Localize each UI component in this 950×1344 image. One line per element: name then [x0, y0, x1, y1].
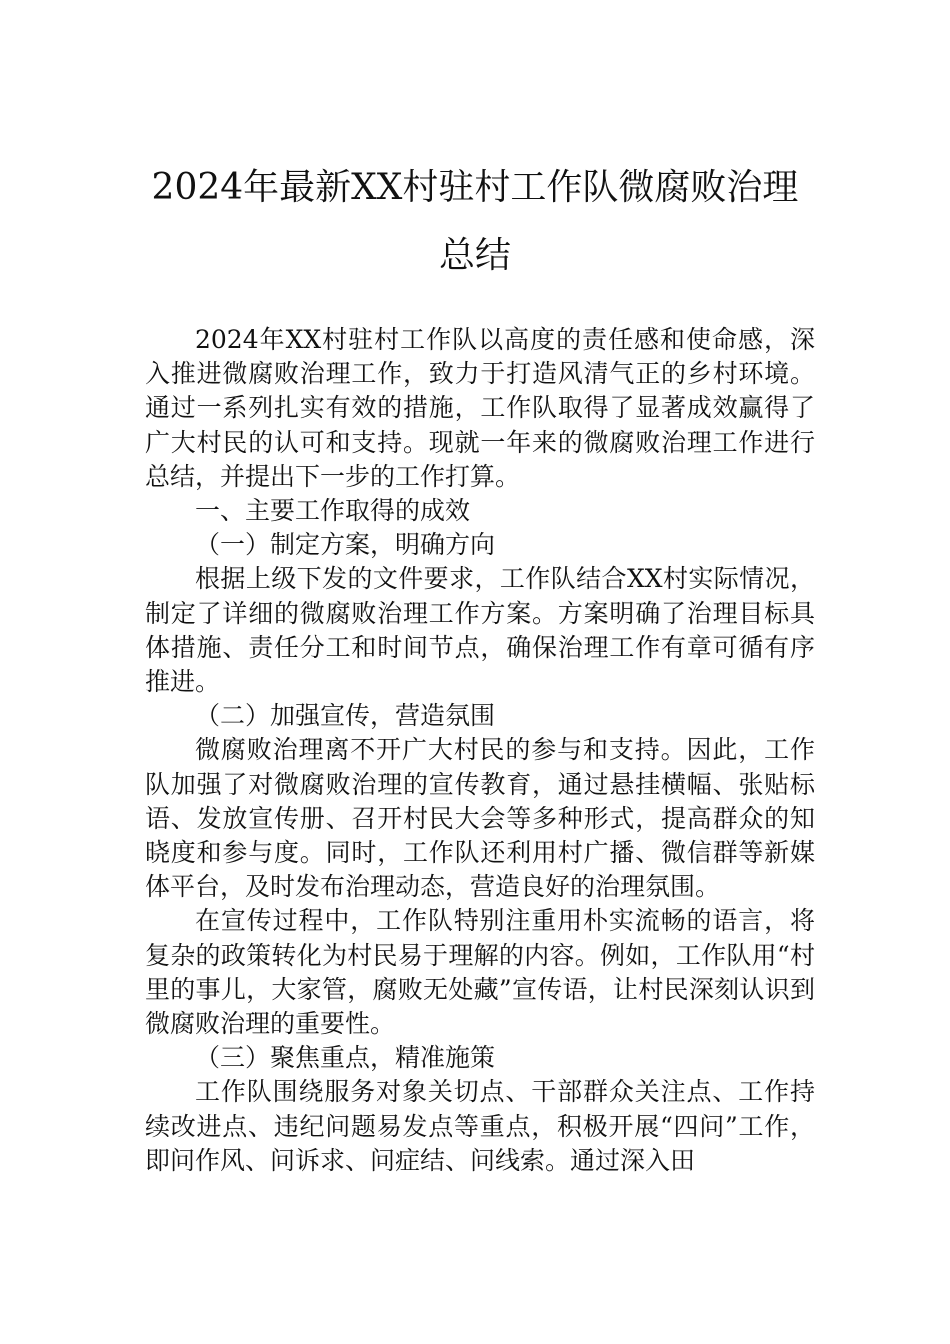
subsection-heading-3: （三）聚焦重点，精准施策 — [195, 1043, 496, 1073]
section-heading-1: 一、主要工作取得的成效 — [195, 496, 471, 526]
body-paragraph: 工作队围绕服务对象关切点、干部群众关注点、工作持续改进点、违纪问题易发点等重点，积极开展“四问”工作，即问作风、问诉求、问症结、问线索。通过深入田 — [145, 1077, 815, 1175]
body-paragraph: 根据上级下发的文件要求，工作队结合XX村实际情况，制定了详细的微腐败治理工作方案。方案明确了治理目标具体措施、责任分工和时间节点，确保治理工作有章可循有序推进。 — [145, 564, 815, 697]
subsection-heading-1: （一）制定方案，明确方向 — [195, 530, 496, 560]
document-title-line-2: 总结 — [438, 235, 511, 276]
body-paragraph: 在宣传过程中，工作队特别注重用朴实流畅的语言，将复杂的政策转化为村民易于理解的内容。例如，工作队用“村里的事儿，大家管，腐败无处藏”宣传语，让村民深刻认识到微腐败治理的重要性。 — [145, 906, 815, 1039]
intro-paragraph: 2024年XX村驻村工作队以高度的责任感和使命感，深入推进微腐败治理工作，致力于打造风清气正的乡村环境。通过一系列扎实有效的措施，工作队取得了显著成效赢得了广大村民的认可和支持。现就一年来的微腐败治理工作进行总结，并提出下一步的工作打算。 — [145, 325, 815, 491]
body-paragraph: 微腐败治理离不开广大村民的参与和支持。因此，工作队加强了对微腐败治理的宣传教育，通过悬挂横幅、张贴标语、发放宣传册、召开村民大会等多种形式，提高群众的知晓度和参与度。同时，工作队还利用村广播、微信群等新媒体平台，及时发布治理动态，营造良好的治理氛围。 — [145, 735, 815, 902]
subsection-heading-2: （二）加强宣传，营造氛围 — [195, 701, 496, 731]
document-body — [145, 323, 815, 1178]
document-title-line-1: 2024年最新XX村驻村工作队微腐败治理 — [151, 167, 799, 208]
